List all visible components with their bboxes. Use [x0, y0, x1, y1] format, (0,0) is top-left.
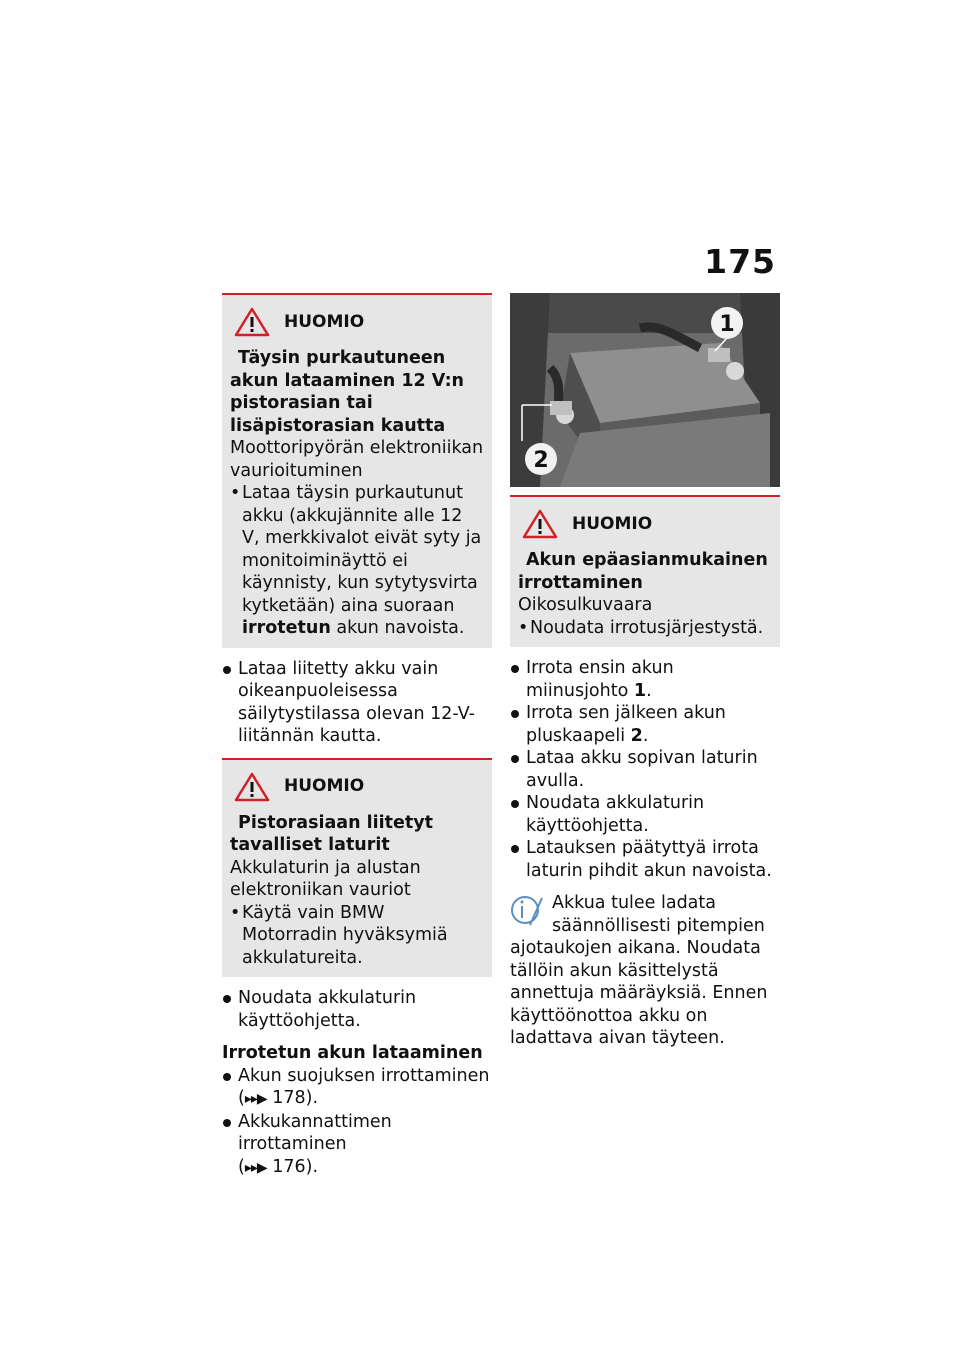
- page-reference[interactable]: 176).: [272, 1156, 319, 1177]
- notice-consequence: Oikosulkuvaara: [518, 595, 653, 615]
- notice-action: • Noudata irrotusjärjestystä.: [518, 617, 772, 640]
- notice-actions: [230, 482, 484, 640]
- section-heading: Irrotetun akun lataaminen: [222, 1043, 483, 1063]
- warning-icon: [234, 772, 270, 802]
- list-item: Akkukannattimen irrottaminen (▸▸▶ 176).: [222, 1111, 492, 1180]
- callout-2: 2: [533, 448, 549, 473]
- notice-title: HUOMIO: [284, 311, 365, 332]
- notice-cause: Täysin purkautuneen akun lataaminen 12 V:n pistorasian tai lisäpistorasian kautta: [230, 348, 465, 436]
- info-pencil-icon: [510, 892, 544, 932]
- notice-header: [518, 509, 772, 539]
- page-reference[interactable]: 178).: [272, 1088, 319, 1108]
- page-ref-arrow-icon: ▸▸▶: [244, 1091, 267, 1107]
- step-list: [222, 1065, 492, 1180]
- list-item: Lataa liitetty akku vain oikeanpuoleisessa säilytystilassa olevan 12-V-liitännän kautta.: [222, 658, 492, 748]
- info-note: [510, 892, 780, 1050]
- warning-icon: [522, 509, 558, 539]
- notice-header: [230, 772, 484, 802]
- notice-action: • Lataa täysin purkautunut akku (akkujännite alle 12 V, merkkivalot eivät syty ja monitoiminäyttö ei käynnisty, kun sytytysvirta kytketään) aina suoraan irrotetun akun navoista.: [230, 482, 484, 640]
- notice-action: • Käytä vain BMW Motorradin hyväksymiä akkulatureita.: [230, 902, 484, 970]
- step-list: [510, 657, 780, 882]
- list-item: Noudata akkulaturin käyttöohjetta.: [222, 987, 492, 1032]
- notice-actions: [230, 902, 484, 970]
- list-item: Lataa akku sopivan laturin avulla.: [510, 747, 780, 792]
- battery-illustration: [510, 293, 780, 487]
- left-column: [222, 293, 492, 1189]
- notice-actions: [518, 617, 772, 640]
- notice-consequence: Akkulaturin ja alustan elektroniikan vauriot: [230, 857, 421, 900]
- list-item: Akun suojuksen irrottaminen (▸▸▶ 178).: [222, 1065, 492, 1111]
- notice-consequence: Moottoripyörän elektroniikan vaurioituminen: [230, 438, 484, 481]
- info-text: Akkua tulee ladata säännöllisesti pitempien ajotaukojen aikana. Noudata tällöin akun käsittelystä annettuja määräyksiä. Ennen käyttöönottoa akku on ladattava aivan täyteen.: [510, 893, 768, 1048]
- page-ref-arrow-icon: ▸▸▶: [244, 1159, 267, 1176]
- callout-ref: 2: [630, 725, 643, 746]
- notice-box: [222, 758, 492, 978]
- list-item: Noudata akkulaturin käyttöohjetta.: [510, 792, 780, 837]
- step-list: [222, 658, 492, 748]
- callout-ref: 1: [633, 680, 647, 701]
- battery-photo: [510, 293, 780, 487]
- right-column: [510, 293, 780, 1050]
- notice-header: [230, 307, 484, 337]
- callout-1: 1: [719, 312, 735, 337]
- list-item: Latauksen päätyttyä irrota laturin pihdit akun navoista.: [510, 837, 780, 882]
- notice-title: HUOMIO: [572, 513, 653, 534]
- list-item: Irrota sen jälkeen akun pluskaapeli 2.: [510, 702, 780, 747]
- notice-cause: Akun epäasianmukainen irrottaminen: [518, 550, 768, 593]
- warning-icon: [234, 307, 270, 337]
- list-item: Irrota ensin akun miinusjohto 1.: [510, 657, 780, 702]
- notice-cause: Pistorasiaan liitetyt tavalliset laturit: [230, 812, 434, 855]
- step-list: [222, 987, 492, 1032]
- notice-title: HUOMIO: [284, 776, 365, 797]
- page-number: 175: [704, 242, 776, 281]
- notice-box: [510, 495, 780, 647]
- notice-box: [222, 293, 492, 648]
